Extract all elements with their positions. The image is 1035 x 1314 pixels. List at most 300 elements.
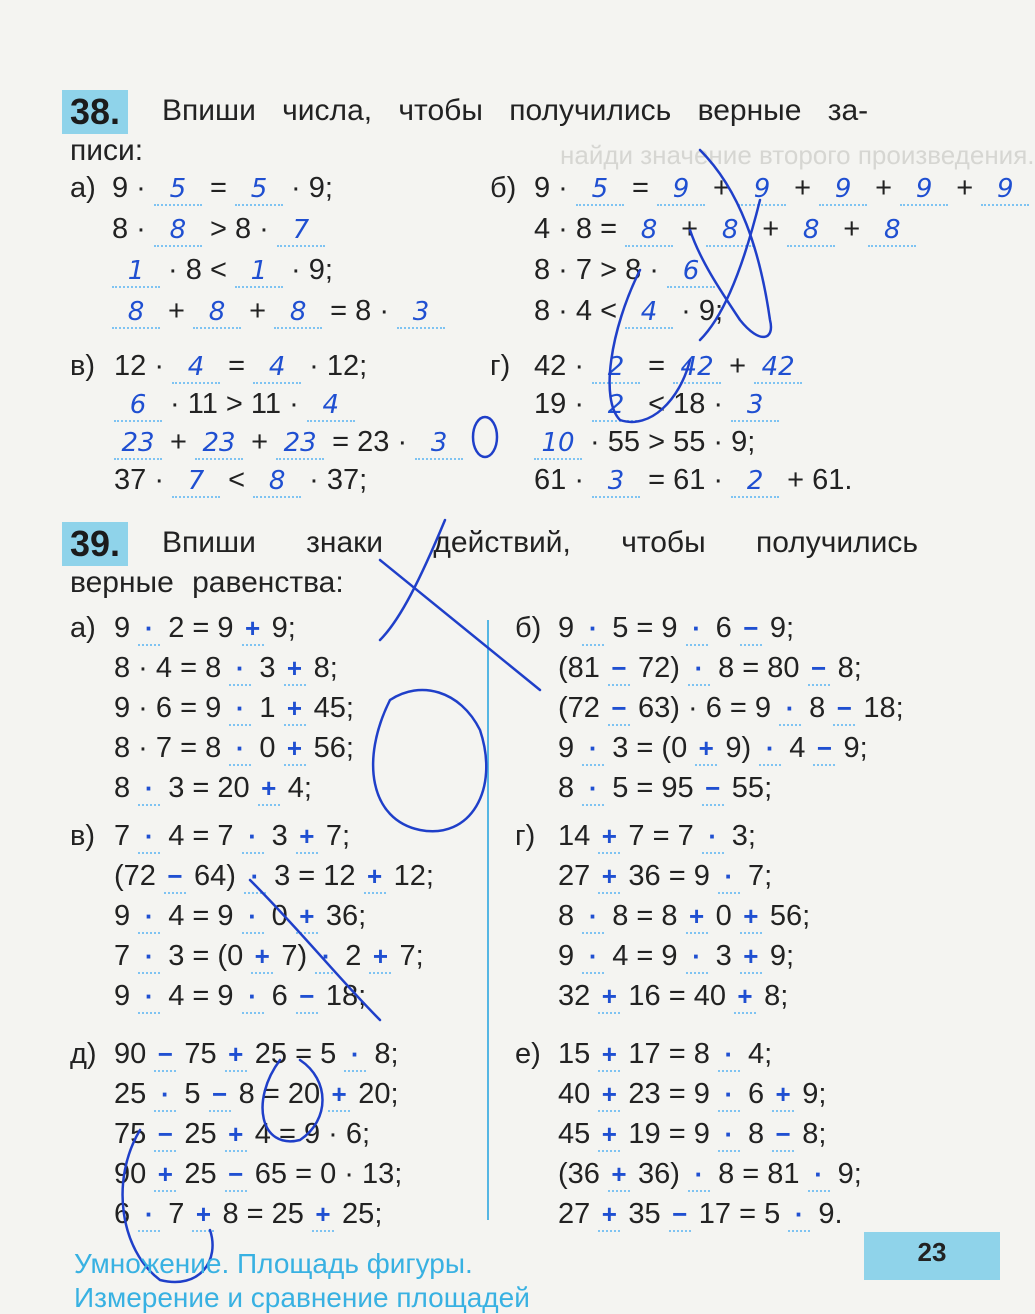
printed-text: (36 — [558, 1158, 608, 1190]
printed-text: 9) — [717, 732, 760, 764]
written-answer[interactable]: 7 — [277, 215, 325, 247]
printed-text: 9 — [114, 612, 139, 644]
printed-text: 0 — [263, 900, 296, 932]
printed-text: > 8 · — [201, 213, 277, 245]
printed-text: 8 = 80 — [710, 652, 808, 684]
printed-text: + — [754, 213, 788, 245]
printed-text: 8 — [558, 900, 583, 932]
printed-text: < 18 · — [640, 388, 732, 420]
printed-text: + — [704, 172, 739, 204]
printed-text: 9 · — [534, 172, 576, 204]
written-operator[interactable]: + — [734, 981, 756, 1014]
written-answer[interactable]: 42 — [673, 352, 721, 384]
printed-text: 90 — [114, 1038, 155, 1070]
printed-text: + — [243, 426, 277, 458]
footer-topic-line2: Измерение и сравнение площадей — [74, 1282, 530, 1313]
printed-text: 7; — [739, 860, 773, 892]
printed-text: 32 — [558, 980, 599, 1012]
page-number: 23 — [864, 1232, 1000, 1280]
printed-text: · 9; — [673, 295, 724, 327]
written-operator[interactable]: + — [296, 901, 318, 934]
printed-text: = 8 · — [322, 295, 398, 327]
printed-text: 19 = 9 — [620, 1118, 718, 1150]
written-operator[interactable]: · — [759, 733, 781, 766]
printed-text: 23 = 9 — [620, 1078, 718, 1110]
printed-text: + — [241, 295, 275, 327]
printed-text: 9 — [558, 612, 583, 644]
printed-text: + — [160, 295, 194, 327]
printed-text: 15 — [558, 1038, 599, 1070]
written-operator[interactable]: · — [138, 941, 160, 974]
written-operator[interactable]: + — [258, 773, 280, 806]
written-operator[interactable]: · — [688, 1159, 710, 1192]
printed-text: 8 = 81 — [710, 1158, 808, 1190]
written-answer[interactable]: 5 — [576, 174, 624, 206]
printed-text: 8 · — [112, 213, 154, 245]
printed-text: = — [623, 172, 657, 204]
printed-text: 56; — [761, 900, 811, 932]
written-operator[interactable]: − — [296, 981, 318, 1014]
written-operator[interactable]: + — [225, 1039, 247, 1072]
task-39-g-label: г) — [515, 820, 536, 852]
printed-text: 9 — [114, 980, 139, 1012]
written-operator[interactable]: − — [669, 1199, 691, 1232]
written-operator[interactable]: − — [154, 1039, 176, 1072]
printed-text: 8; — [829, 652, 862, 684]
written-operator[interactable]: · — [718, 1039, 740, 1072]
task-38-number: 38. — [62, 90, 128, 134]
printed-text: 4 = 9 — [160, 900, 242, 932]
written-answer[interactable]: 4 — [307, 390, 355, 422]
printed-text: = — [640, 350, 674, 382]
written-answer[interactable]: 1 — [112, 256, 160, 288]
printed-text: 7 = 7 — [620, 820, 702, 852]
printed-text: 6 — [263, 980, 296, 1012]
written-operator[interactable]: + — [598, 981, 620, 1014]
printed-text: + — [835, 213, 869, 245]
printed-text: 36 = 9 — [620, 860, 718, 892]
printed-text: 8 — [801, 692, 834, 724]
written-operator[interactable]: · — [138, 981, 160, 1014]
printed-text: 12; — [385, 860, 434, 892]
written-answer[interactable]: 8 — [154, 215, 202, 247]
task-39-number: 39. — [62, 522, 128, 566]
scribble-circle-small — [473, 417, 497, 457]
written-answer[interactable]: 8 — [193, 297, 241, 329]
printed-text: 2 = 9 — [160, 612, 242, 644]
printed-text: 0 — [707, 900, 740, 932]
scribble-stroke-3 — [380, 520, 445, 640]
printed-text: 35 — [620, 1198, 669, 1230]
printed-text: (72 — [558, 692, 608, 724]
written-answer[interactable]: 8 — [625, 215, 673, 247]
printed-text: 45 — [558, 1118, 599, 1150]
printed-text: 90 — [114, 1158, 155, 1190]
task-38-v-label: в) — [70, 350, 96, 382]
printed-text: 3 — [263, 820, 296, 852]
printed-text: 9 · 6 = 9 — [114, 692, 230, 724]
written-answer[interactable]: 42 — [754, 352, 802, 384]
written-operator[interactable]: · — [718, 1119, 740, 1152]
written-answer[interactable]: 9 — [819, 174, 867, 206]
written-operator[interactable]: · — [344, 1039, 366, 1072]
written-operator[interactable]: + — [772, 1079, 794, 1112]
written-operator[interactable]: · — [229, 733, 251, 766]
written-operator[interactable]: + — [328, 1079, 350, 1112]
printed-text: 8; — [366, 1038, 399, 1070]
printed-text: 8 · 7 > 8 · — [534, 254, 667, 286]
printed-text: 25; — [334, 1198, 383, 1230]
written-answer[interactable]: 8 — [253, 466, 301, 498]
printed-text: 8; — [756, 980, 789, 1012]
written-operator[interactable]: · — [688, 653, 710, 686]
written-operator[interactable]: − — [813, 733, 835, 766]
printed-text: 3 = (0 — [604, 732, 696, 764]
printed-text: 9; — [835, 732, 868, 764]
written-answer[interactable]: 8 — [274, 297, 322, 329]
printed-text: · 8 < — [160, 254, 235, 286]
bleed-through-text: найди значение второго произведения. — [560, 140, 1035, 170]
printed-text: + — [948, 172, 982, 204]
written-operator[interactable]: + — [695, 733, 717, 766]
written-operator[interactable]: · — [582, 733, 604, 766]
written-operator[interactable]: · — [138, 613, 160, 646]
printed-text: 1 — [251, 692, 284, 724]
printed-text: 4 — [781, 732, 814, 764]
written-answer[interactable]: 2 — [731, 466, 779, 498]
written-operator[interactable]: · — [242, 981, 264, 1014]
written-operator[interactable]: + — [598, 1119, 620, 1152]
printed-text: 61 · — [534, 464, 593, 496]
printed-text: + — [673, 213, 707, 245]
footer-topic-line1: Умножение. Площадь фигуры. — [74, 1248, 473, 1279]
printed-text: 0 — [251, 732, 284, 764]
written-answer[interactable]: 2 — [592, 352, 640, 384]
printed-text: 9 — [114, 900, 139, 932]
printed-text: 4 = 9 — [604, 940, 686, 972]
written-operator[interactable]: · — [315, 941, 337, 974]
written-operator[interactable]: + — [225, 1119, 247, 1152]
written-answer[interactable]: 4 — [253, 352, 301, 384]
written-answer[interactable]: 8 — [787, 215, 835, 247]
written-operator[interactable]: − — [608, 693, 630, 726]
written-answer[interactable]: 3 — [415, 428, 463, 460]
printed-text: 75 — [114, 1118, 155, 1150]
written-operator[interactable]: · — [779, 693, 801, 726]
printed-text: 75 — [176, 1038, 225, 1070]
printed-text: 8 = 20 — [230, 1078, 329, 1110]
written-operator[interactable]: − — [225, 1159, 247, 1192]
printed-text: 5 = 9 — [604, 612, 686, 644]
written-operator[interactable]: · — [138, 821, 160, 854]
written-answer[interactable]: 1 — [235, 256, 283, 288]
printed-text: 25 = 5 — [246, 1038, 345, 1070]
printed-text: 56; — [305, 732, 354, 764]
written-answer[interactable]: 4 — [625, 297, 673, 329]
written-operator[interactable]: · — [582, 941, 604, 974]
task-38-instruction-line2: писи: — [70, 134, 144, 167]
printed-text: 25 — [176, 1158, 225, 1190]
task-39-a-label: а) — [70, 612, 96, 644]
written-answer[interactable]: 5 — [154, 174, 202, 206]
printed-text: = 23 · — [324, 426, 416, 458]
written-answer[interactable]: 3 — [731, 390, 779, 422]
printed-text: 4 = 7 — [160, 820, 242, 852]
printed-text: 17 = 5 — [690, 1198, 789, 1230]
task-39-b-label: б) — [515, 612, 542, 644]
written-operator[interactable]: − — [608, 653, 630, 686]
printed-text: 9. — [810, 1198, 843, 1230]
scribble-v-mark — [690, 150, 771, 337]
written-operator[interactable]: + — [686, 901, 708, 934]
written-operator[interactable]: − — [702, 773, 724, 806]
written-operator[interactable]: + — [284, 693, 306, 726]
printed-text: 7; — [391, 940, 424, 972]
written-operator[interactable]: · — [702, 821, 724, 854]
written-operator[interactable]: · — [138, 1199, 160, 1232]
printed-text: 12 · — [114, 350, 173, 382]
written-answer[interactable]: 4 — [172, 352, 220, 384]
written-answer[interactable]: 7 — [172, 466, 220, 498]
written-operator[interactable]: · — [788, 1199, 810, 1232]
printed-text: 16 = 40 — [620, 980, 735, 1012]
written-operator[interactable]: + — [364, 861, 386, 894]
written-answer[interactable]: 8 — [868, 215, 916, 247]
written-operator[interactable]: + — [598, 861, 620, 894]
printed-text: 40 — [558, 1078, 599, 1110]
written-operator[interactable]: · — [686, 941, 708, 974]
printed-text: 8 · 7 = 8 — [114, 732, 230, 764]
written-answer[interactable]: 9 — [900, 174, 948, 206]
written-operator[interactable]: + — [598, 1199, 620, 1232]
printed-text: + 61. — [779, 464, 853, 496]
printed-text: + — [162, 426, 196, 458]
written-operator[interactable]: − — [808, 653, 830, 686]
printed-text: · 9; — [282, 172, 333, 204]
written-operator[interactable]: · — [138, 901, 160, 934]
written-operator[interactable]: · — [582, 901, 604, 934]
printed-text: + — [721, 350, 755, 382]
task-38-instruction-line1: Впиши числа, чтобы получились верные за- — [162, 94, 869, 127]
written-operator[interactable]: · — [718, 1079, 740, 1112]
printed-text: 8 — [739, 1118, 773, 1150]
printed-text: 55; — [723, 772, 773, 804]
printed-text: 9 — [558, 732, 583, 764]
printed-text: 9 · — [112, 172, 154, 204]
written-operator[interactable]: − — [772, 1119, 794, 1152]
printed-text: 9; — [761, 940, 795, 972]
printed-text: 6 — [114, 1198, 139, 1230]
written-operator[interactable]: + — [608, 1159, 630, 1192]
printed-text: 9; — [263, 612, 296, 644]
printed-text: 25 — [114, 1078, 155, 1110]
printed-text: = — [201, 172, 235, 204]
printed-text: 8 — [558, 772, 583, 804]
task-38-a-label: а) — [70, 172, 96, 204]
written-answer[interactable]: 6 — [667, 256, 715, 288]
printed-text: 4 = 9 — [160, 980, 242, 1012]
written-operator[interactable]: · — [229, 653, 251, 686]
task-38-b-label: б) — [490, 172, 517, 204]
written-answer[interactable]: 9 — [657, 174, 705, 206]
printed-text: (72 — [114, 860, 164, 892]
written-operator[interactable]: · — [244, 861, 266, 894]
written-operator[interactable]: + — [242, 613, 264, 646]
written-operator[interactable]: + — [192, 1199, 214, 1232]
printed-text: 8 — [114, 772, 139, 804]
printed-text: 9; — [794, 1078, 827, 1110]
printed-text: 5 = 95 — [604, 772, 702, 804]
written-operator[interactable]: + — [284, 733, 306, 766]
printed-text: 3 = 20 — [160, 772, 258, 804]
written-answer[interactable]: 9 — [738, 174, 786, 206]
written-operator[interactable]: + — [369, 941, 391, 974]
printed-text: 2 — [337, 940, 370, 972]
printed-text: + — [786, 172, 820, 204]
printed-text: 3; — [723, 820, 756, 852]
task-39-d-label: д) — [70, 1038, 97, 1070]
written-operator[interactable]: − — [209, 1079, 231, 1112]
printed-text: 72) — [629, 652, 689, 684]
written-answer[interactable]: 6 — [114, 390, 162, 422]
written-operator[interactable]: + — [251, 941, 273, 974]
printed-text: 3 = (0 — [160, 940, 252, 972]
written-operator[interactable]: + — [740, 901, 762, 934]
printed-text: · 9; — [282, 254, 333, 286]
printed-text: 36; — [317, 900, 367, 932]
written-answer[interactable]: 23 — [276, 428, 324, 460]
printed-text: 8 = 25 — [214, 1198, 312, 1230]
printed-text: 14 — [558, 820, 599, 852]
printed-text: · 37; — [301, 464, 368, 496]
printed-text: 63) · 6 = 9 — [629, 692, 780, 724]
printed-text: · 55 > 55 · 9; — [582, 426, 756, 458]
printed-text: < — [220, 464, 254, 496]
printed-text: 65 = 0 · 13; — [246, 1158, 403, 1190]
printed-text: 42 · — [534, 350, 593, 382]
scribble-stroke-4 — [380, 560, 540, 690]
printed-text: 19 · — [534, 388, 593, 420]
written-operator[interactable]: · — [582, 613, 604, 646]
written-operator[interactable]: + — [284, 653, 306, 686]
written-operator[interactable]: − — [833, 693, 855, 726]
task-39-e-label: е) — [515, 1038, 541, 1070]
printed-text: 4; — [739, 1038, 773, 1070]
written-answer[interactable]: 23 — [195, 428, 243, 460]
written-operator[interactable]: − — [154, 1119, 176, 1152]
printed-text: 27 — [558, 1198, 599, 1230]
printed-text: 7 — [114, 940, 139, 972]
scribble-loop — [373, 690, 486, 831]
printed-text: · 12; — [301, 350, 368, 382]
printed-text: 8 · 4 < — [534, 295, 626, 327]
printed-text: 45; — [305, 692, 354, 724]
written-operator[interactable]: · — [138, 773, 160, 806]
printed-text: = — [220, 350, 254, 382]
printed-text: 18; — [855, 692, 904, 724]
printed-text: 8 · 4 = 8 — [114, 652, 230, 684]
printed-text: 7) — [273, 940, 316, 972]
written-operator[interactable]: + — [154, 1159, 176, 1192]
written-operator[interactable]: · — [242, 821, 264, 854]
printed-text: 4 = 9 · 6; — [246, 1118, 371, 1150]
written-answer[interactable]: 10 — [534, 428, 582, 460]
written-operator[interactable]: − — [740, 613, 762, 646]
printed-text: 25 — [176, 1118, 225, 1150]
printed-text: 3 — [707, 940, 740, 972]
printed-text: 9 — [558, 940, 583, 972]
written-operator[interactable]: · — [686, 613, 708, 646]
written-operator[interactable]: + — [740, 941, 762, 974]
printed-text: + — [867, 172, 901, 204]
printed-text: 9; — [829, 1158, 862, 1190]
printed-text: 4 · 8 = — [534, 213, 626, 245]
printed-text: 3 = 12 — [266, 860, 364, 892]
written-answer[interactable]: 8 — [112, 297, 160, 329]
printed-text: 7 — [160, 1198, 193, 1230]
written-operator[interactable]: + — [312, 1199, 334, 1232]
written-operator[interactable]: + — [598, 821, 620, 854]
scribble-stroke-2 — [610, 270, 690, 422]
written-operator[interactable]: · — [242, 901, 264, 934]
written-operator[interactable]: + — [598, 1039, 620, 1072]
printed-text: 8; — [794, 1118, 827, 1150]
printed-text: 5 — [176, 1078, 209, 1110]
written-operator[interactable]: · — [582, 773, 604, 806]
printed-text: 8 = 8 — [604, 900, 686, 932]
scribble-stroke-5 — [250, 880, 380, 1020]
printed-text: 20; — [350, 1078, 399, 1110]
printed-text: = 61 · — [640, 464, 732, 496]
written-operator[interactable]: · — [154, 1079, 176, 1112]
printed-text: 9; — [761, 612, 795, 644]
printed-text: 36) — [629, 1158, 689, 1190]
written-answer[interactable]: 8 — [706, 215, 754, 247]
written-operator[interactable]: + — [296, 821, 318, 854]
written-operator[interactable]: · — [808, 1159, 830, 1192]
written-operator[interactable]: − — [164, 861, 186, 894]
task-38-g-label: г) — [490, 350, 511, 382]
printed-text: 17 = 8 — [620, 1038, 718, 1070]
printed-text: 7 — [114, 820, 139, 852]
written-operator[interactable]: + — [598, 1079, 620, 1112]
written-answer[interactable]: 2 — [592, 390, 640, 422]
printed-text: 18; — [317, 980, 367, 1012]
printed-text: 6 — [707, 612, 740, 644]
printed-text: 8; — [305, 652, 338, 684]
printed-text: 4; — [279, 772, 312, 804]
written-operator[interactable]: · — [718, 861, 740, 894]
written-answer[interactable]: 9 — [981, 174, 1029, 206]
printed-text: 37 · — [114, 464, 173, 496]
printed-text: · 11 > 11 · — [162, 388, 307, 420]
written-operator[interactable]: · — [229, 693, 251, 726]
task-39-instruction-line2: верные равенства: — [70, 566, 344, 599]
written-answer[interactable]: 5 — [235, 174, 283, 206]
written-answer[interactable]: 23 — [114, 428, 162, 460]
printed-text: 3 — [251, 652, 284, 684]
printed-text: 64) — [185, 860, 245, 892]
task-39-v-label: в) — [70, 820, 96, 852]
printed-text: 27 — [558, 860, 599, 892]
printed-text: 6 — [739, 1078, 773, 1110]
written-answer[interactable]: 3 — [592, 466, 640, 498]
printed-text: 7; — [317, 820, 351, 852]
task-39-instruction-line1: Впиши знаки действий, чтобы получились — [162, 526, 919, 559]
written-answer[interactable]: 3 — [397, 297, 445, 329]
scribble-loop-2 — [263, 1060, 323, 1141]
printed-text: (81 — [558, 652, 608, 684]
